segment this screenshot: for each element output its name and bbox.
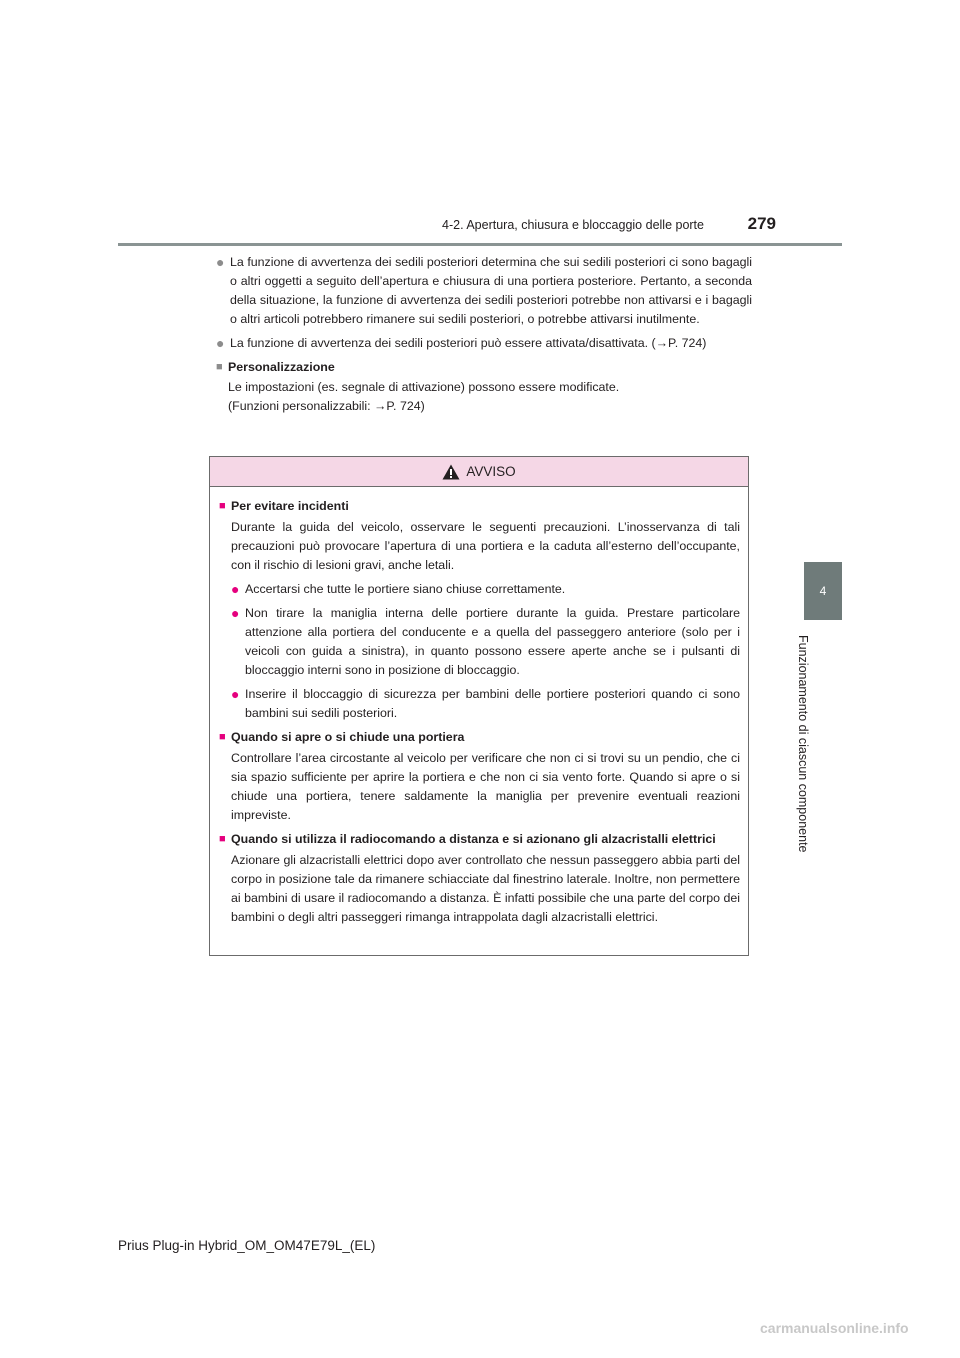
- square-bullet-icon: ■: [219, 833, 226, 845]
- list-item: [219, 580, 740, 599]
- warning-section-text: Controllare l’area circostante al veicolo per verificare che non ci si trovi su un pendio, che ci sia spazio sufficiente per aprire la portiera e che non ci sia vento forte. Quando si apre o si chiude una portiera, tenere saldamente la maniglia per prevenire eventuali reazioni impreviste.: [231, 751, 740, 822]
- bullet-text: Accertarsi che tutte le portiere siano chiuse correttamente.: [245, 582, 566, 596]
- square-bullet-icon: ■: [219, 500, 226, 512]
- personalization-line: Le impostazioni (es. segnale di attivazione) possono essere modificate.: [228, 379, 620, 394]
- footer-manual-id: Prius Plug-in Hybrid_OM_OM47E79L_(EL): [118, 1238, 376, 1253]
- page-number: 279: [747, 214, 776, 233]
- bullet-text: La funzione di avvertenza dei sedili posteriori determina che sui sedili posteriori ci sono bagagli o altri oggetti a seguito dell’apertura e chiusura di una portiera posteriore. Pertanto, a seconda della situazione, la funzione di avvertenza dei sedili posteriori potrebbe non attivarsi e i bagagli o altri articoli potrebbero rimanere sui sedili posteriori, o potrebbe attivarsi inutilmente.: [230, 255, 752, 327]
- section-title: 4-2. Apertura, chiusura e bloccaggio delle porte: [442, 218, 704, 232]
- bullet-text: Non tirare la maniglia interna delle portiere durante la guida. Prestare particolare attenzione alla portiera del conducente e a quella del passeggero anteriore (solo per i veicoli con guida a sinistra), in quanto possono essere aperte anche se i pulsanti di bloccaggio interni sono in posizione di bloccaggio.: [245, 606, 740, 677]
- personalization-line: (Funzioni personalizzabili: →P. 724): [228, 398, 425, 413]
- bullet-icon: ●: [231, 605, 240, 621]
- heading-text: Per evitare incidenti: [231, 499, 349, 513]
- bullet-icon: ●: [216, 335, 225, 352]
- warning-title: AVVISO: [466, 464, 516, 479]
- chapter-label: Funzionamento di ciascun componente: [796, 635, 810, 853]
- heading-text: Personalizzazione: [228, 360, 335, 375]
- personalization-heading: [216, 358, 752, 377]
- bullet-text: Inserire il bloccaggio di sicurezza per bambini delle portiere posteriori quando ci sono bambini sui sedili posteriori.: [245, 687, 740, 720]
- warning-triangle-icon: [442, 464, 460, 480]
- warning-section-heading: [219, 728, 740, 747]
- bullet-icon: ●: [216, 254, 225, 270]
- warning-section-text: Durante la guida del veicolo, osservare le seguenti precauzioni. L’inosservanza di tali precauzioni può provocare l’apertura di una portiera e la caduta all’esterno dell’occupante, con il rischio di lesioni gravi, anche letali.: [231, 520, 740, 572]
- warning-box: [209, 456, 749, 956]
- chapter-tab: [804, 562, 842, 620]
- warning-section-text: Azionare gli alzacristalli elettrici dopo aver controllato che nessun passeggero abbia parti del corpo in posizione tale da rimanere schiacciate dal finestrino laterale. Inoltre, non permettere ai bambini di usare il radiocomando a distanza. È infatti possibile che una parte del corpo dei bambini o degli altri passeggeri rimanga intrappolata dagli alzacristalli elettrici.: [231, 853, 740, 924]
- header-divider: [118, 243, 842, 246]
- main-content: [216, 253, 752, 416]
- bullet-text: La funzione di avvertenza dei sedili posteriori può essere attivata/disattivata. (→P. 724): [230, 336, 707, 351]
- warning-section-heading: [219, 497, 740, 516]
- square-bullet-icon: ■: [219, 731, 226, 743]
- warning-header: [210, 457, 748, 487]
- list-item: [219, 685, 740, 723]
- watermark: carmanualsonline.info: [760, 1320, 909, 1336]
- list-item: [216, 334, 752, 353]
- list-item: [216, 253, 752, 329]
- heading-text: Quando si apre o si chiude una portiera: [231, 730, 465, 744]
- heading-text: Quando si utilizza il radiocomando a distanza e si azionano gli alzacristalli elettrici: [231, 832, 716, 846]
- warning-section-heading: [219, 830, 740, 849]
- bullet-icon: ●: [231, 686, 240, 702]
- chapter-number: 4: [819, 584, 827, 598]
- list-item: [219, 604, 740, 680]
- square-bullet-icon: ■: [216, 361, 223, 374]
- warning-body: [210, 487, 748, 927]
- bullet-icon: ●: [231, 581, 240, 597]
